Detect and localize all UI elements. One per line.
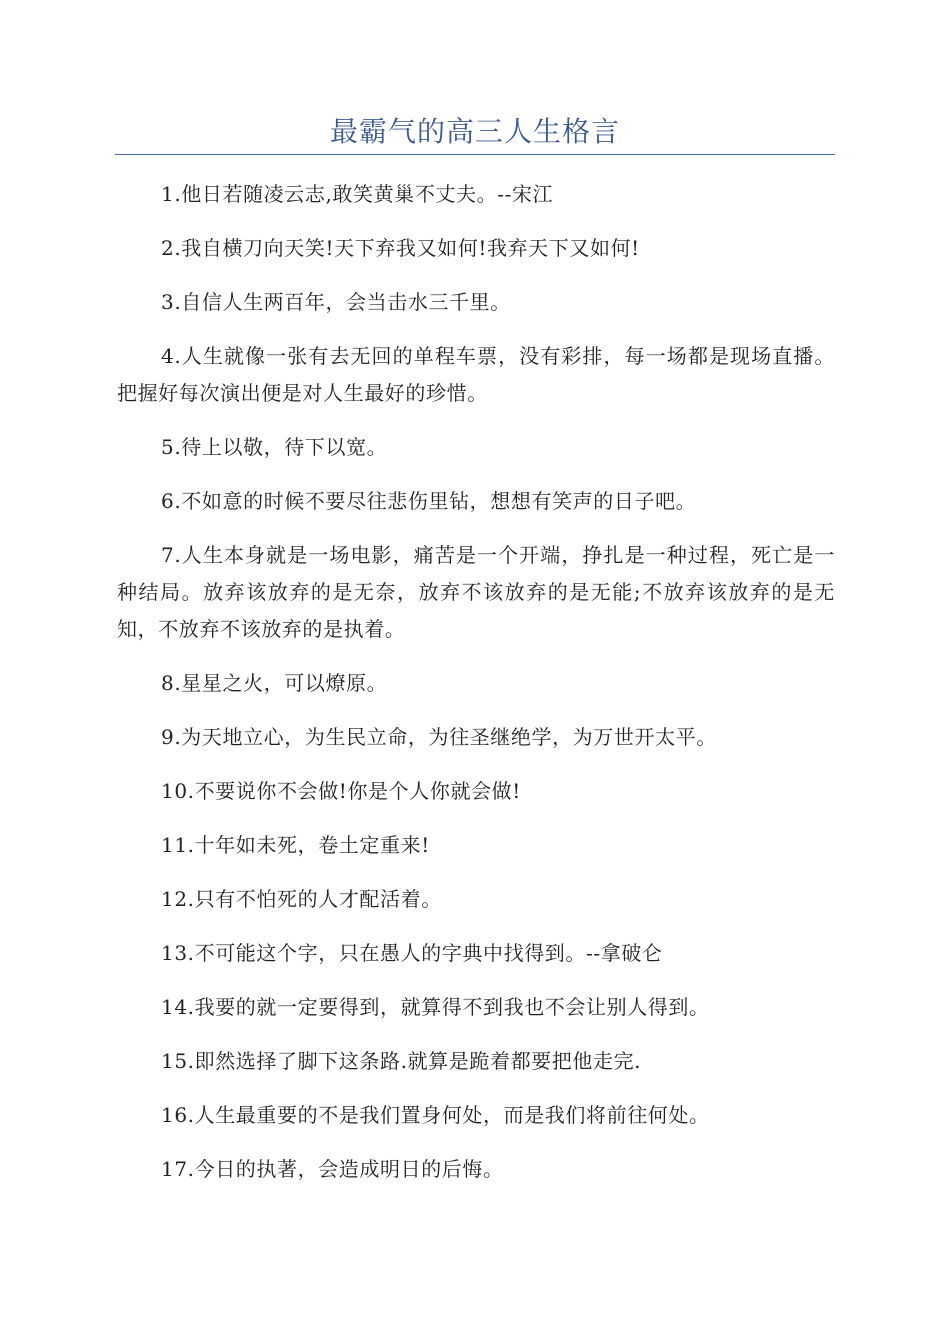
quote-paragraph: 4.人生就像一张有去无回的单程车票，没有彩排，每一场都是现场直播。把握好每次演出便是对人生最好的珍惜。	[117, 344, 835, 405]
quote-paragraph: 12.只有不怕死的人才配活着。	[161, 887, 442, 911]
quote-paragraph: 8.星星之火，可以燎原。	[161, 671, 388, 695]
quote-paragraph: 15.即然选择了脚下这条路.就算是跪着都要把他走完.	[161, 1049, 642, 1073]
quote-paragraph: 9.为天地立心，为生民立命，为往圣继绝学，为万世开太平。	[161, 725, 717, 749]
quote-paragraph: 10.不要说你不会做!你是个人你就会做!	[161, 779, 521, 803]
quote-paragraph: 17.今日的执著，会造成明日的后悔。	[161, 1157, 504, 1181]
quote-paragraph: 7.人生本身就是一场电影，痛苦是一个开端，挣扎是一种过程，死亡是一种结局。放弃该放弃的是无奈，放弃不该放弃的是无能;不放弃该放弃的是无知，不放弃不该放弃的是执着。	[117, 543, 835, 641]
quote-paragraph: 14.我要的就一定要得到，就算得不到我也不会让别人得到。	[161, 995, 710, 1019]
quote-paragraph: 2.我自横刀向天笑!天下弃我又如何!我弃天下又如何!	[161, 236, 640, 260]
quote-paragraph: 5.待上以敬，待下以宽。	[161, 435, 388, 459]
title-underline	[115, 154, 835, 155]
quote-paragraph: 1.他日若随凌云志,敢笑黄巢不丈夫。--宋江	[161, 182, 554, 206]
quote-paragraph: 13.不可能这个字，只在愚人的字典中找得到。--拿破仑	[161, 941, 663, 965]
quote-paragraph: 16.人生最重要的不是我们置身何处，而是我们将前往何处。	[161, 1103, 710, 1127]
quote-paragraph: 6.不如意的时候不要尽往悲伤里钻，想想有笑声的日子吧。	[161, 489, 697, 513]
quote-list	[117, 176, 835, 1205]
quote-paragraph: 3.自信人生两百年，会当击水三千里。	[161, 290, 511, 314]
page-title: 最霸气的高三人生格言	[329, 115, 620, 148]
quote-paragraph: 11.十年如未死，卷土定重来!	[161, 833, 430, 857]
